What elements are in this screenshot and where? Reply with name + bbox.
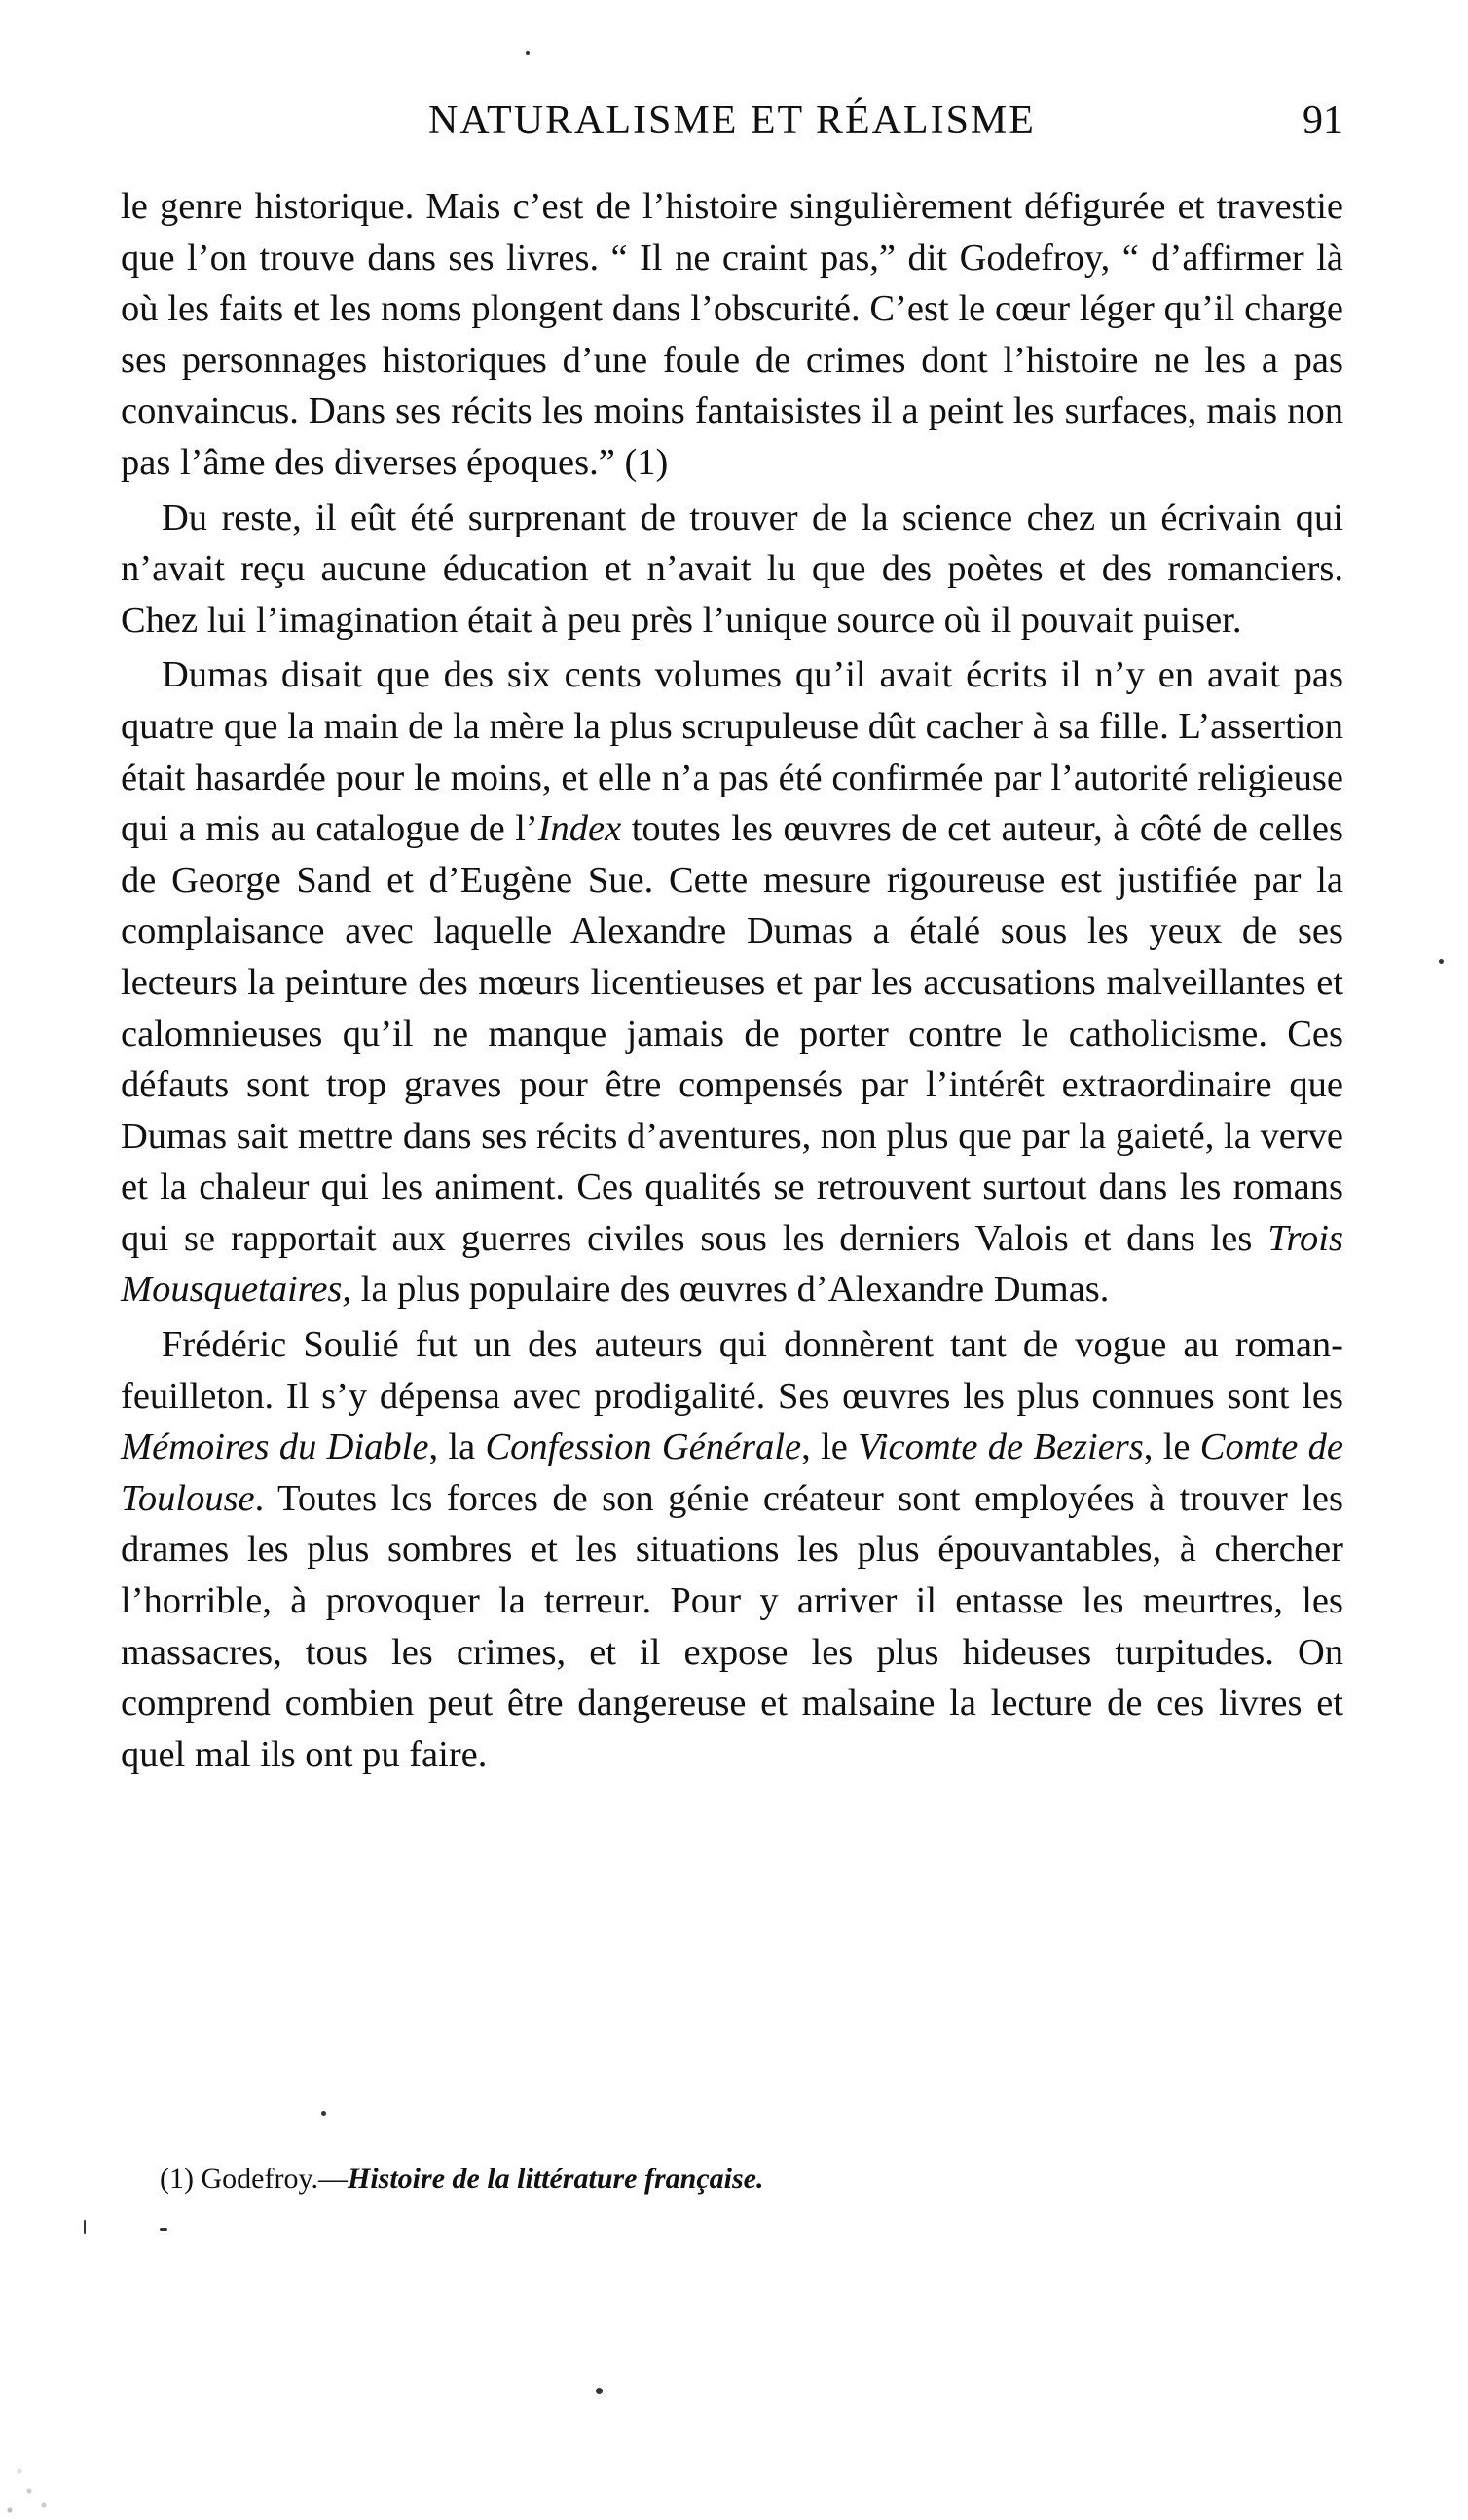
paragraph-soulie-part-a: Frédéric Soulié fut un des auteurs qui donnèrent tant de vogue au roman-feuilleton. Il s’y dépensa avec prodigalité. Ses œuvres les plus connues sont les [121,1324,1343,1417]
paragraph-soulie-part-e: . Toutes lcs forces de son génie créateur sont employées à trouver les drames les plus sombres et les situations les plus épouvantables, à chercher l’horrible, à provoquer la terreur. Pour y arriver il entasse les meurtres, les massacres, tous les crimes, et il expose les plus hideuses turpitudes. On comprend combien peut être dangereuse et malsaine la lecture de ces livres et quel mal ils ont pu faire. [121,1477,1343,1775]
paragraph-du-reste: Du reste, il eût été surprenant de trouver de la science chez un écrivain qui n’avait reçu aucune éducation et n’avait lu que des poètes et des romanciers. Chez lui l’imagination était à peu près l’unique source où il pouvait puiser. [121,497,1343,641]
footnote-author: Godefroy.— [201,2163,348,2195]
page-header [121,97,1343,156]
scan-speck [1439,959,1444,964]
paragraph-dumas [121,649,1343,1316]
body-text [121,181,1343,1780]
page-number: 91 [1303,98,1343,143]
scan-speck [321,2111,326,2116]
paragraph-soulie [121,1319,1343,1780]
confession-generale-title: Confession Générale [485,1427,802,1468]
paragraph-dumas-part-a: Dumas disait que des six cents volumes qu’il avait écrits il n’y en avait pas quatre que la main de la mère la plus scrupuleuse dût cacher à sa fille. L’assertion était hasardée pour le moins, et elle n’a pas été confirmée par l’autorité religieuse qui a mis au catalogue de l’ [121,654,1343,850]
footnote-work: Histoire de la littérature française. [348,2163,764,2195]
scan-speck [160,2228,167,2231]
scan-speck [84,2220,86,2234]
paragraph-dumas-part-c: la plus populaire des œuvres d’Alexandre Dumas. [351,1269,1110,1311]
paragraph-soulie-part-d: , le [1143,1427,1200,1468]
running-title: NATURALISME ET RÉALISME [428,98,1036,143]
index-title: Index [537,808,622,850]
paragraph-soulie-part-c: , le [801,1427,859,1468]
scan-speck [526,51,530,55]
paragraph-historique: le genre historique. Mais c’est de l’histoire singulièrement défigurée et travestie que l’on trouve dans ses livres. “ Il ne craint pas,” dit Godefroy, “ d’affirmer là où les faits et les noms plongent dans l’obscurité. C’est le cœur léger qu’il charge ses personnages historiques d’une foule de crimes dont l’histoire ne les a pas convaincus. Dans ses récits les moins fantaisistes il a peint les surfaces, mais non pas l’âme des diverses époques.” (1) [121,186,1343,483]
memoires-du-diable-title: Mémoires du Diable [121,1427,429,1468]
footnote-marker: (1) [160,2163,194,2195]
scan-speck [596,2388,603,2394]
scan-corner-noise [0,2413,68,2520]
footnote [160,2160,1230,2199]
paragraph-soulie-part-b: , la [428,1427,486,1468]
vicomte-de-beziers-title: Vicomte de Beziers [858,1427,1144,1468]
paragraph-dumas-part-b: toutes les œuvres de cet auteur, à côté de celles de George Sand et d’Eugène Sue. Cette mesure rigoureuse est justifiée par la complaisance avec laquelle Alexandre Dumas a étalé sous les yeux de ses lecteurs la peinture des mœurs licentieuses et par les accusations malveillantes et calomnieuses qu’il ne manque jamais de porter contre le catholicisme. Ces défauts sont trop graves pour être compensés par l’intérêt extraordinaire que Dumas sait mettre dans ses récits d’aventures, non plus que par la gaieté, la verve et la chaleur qui les animent. Ces qualités se retrouvent surtout dans les romans qui se rapportait aux guerres civiles sous les derniers Valois et dans les [121,808,1343,1259]
comte-de-toulouse-title: Comte de Toulouse [121,1427,1343,1519]
trois-mousquetaires-title: Trois Mousquetaires, [121,1217,1343,1311]
